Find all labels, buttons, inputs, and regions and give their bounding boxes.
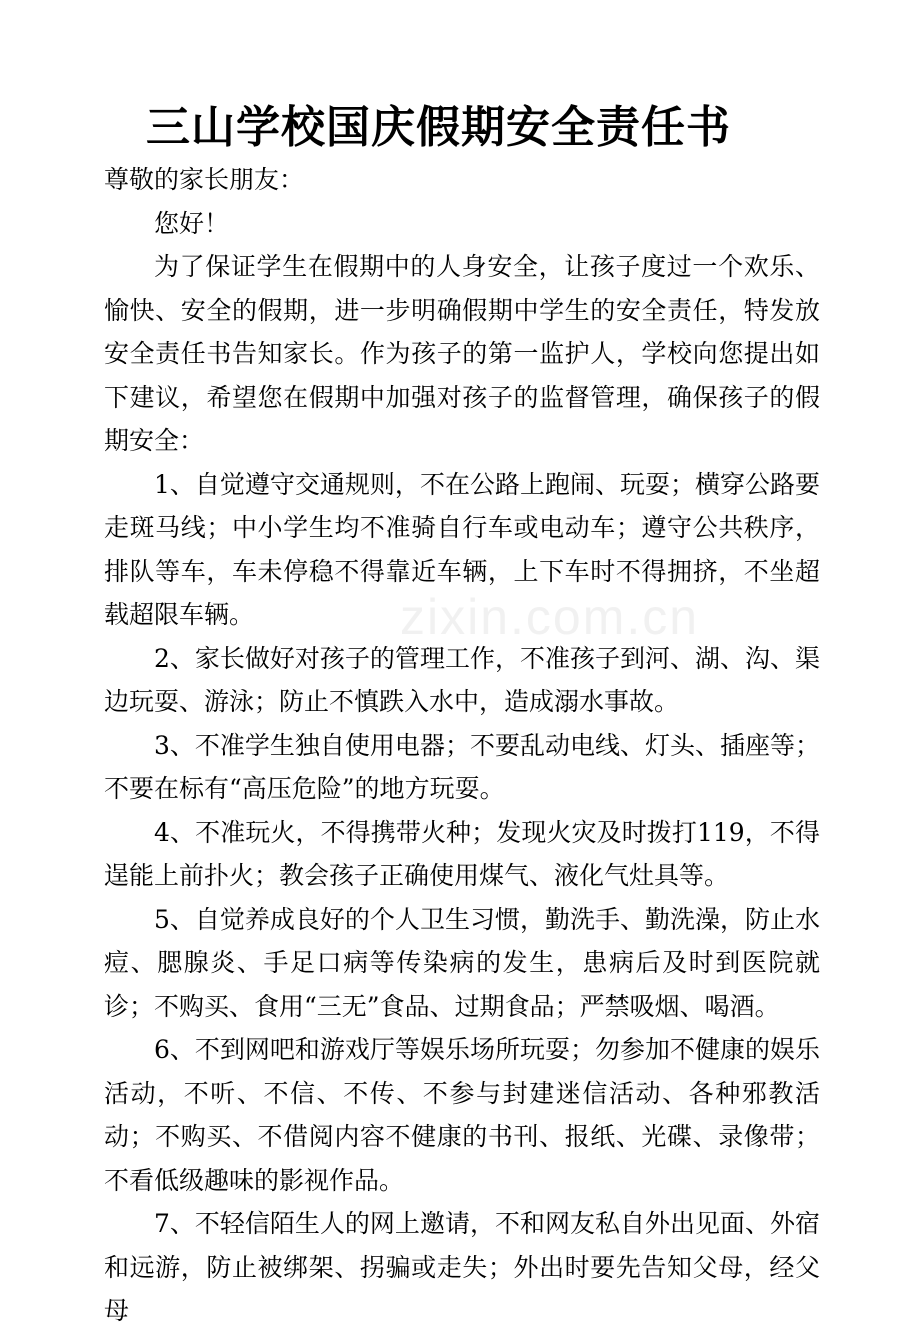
salutation: 尊敬的家长朋友： <box>104 165 305 194</box>
rule-paragraph-3: 3、不准学生独自使用电器；不要乱动电线、灯头、插座等；不要在标有“高压危险”的地方玩耍。 <box>104 730 820 803</box>
rule-paragraph-4: 4、不准玩火，不得携带火种；发现火灾及时拨打119，不得逞能上前扑火；教会孩子正确使用煤气、液化气灶具等。 <box>104 817 820 890</box>
rule-paragraph-1: 1、自觉遵守交通规则，不在公路上跑闹、玩耍；横穿公路要走斑马线；中小学生均不准骑自行车或电动车；遵守公共秩序，排队等车，车未停稳不得靠近车辆，上下车时不得拥挤，不坐超载超限车辆。 <box>104 469 820 629</box>
rule-paragraph-2: 2、家长做好对孩子的管理工作，不准孩子到河、湖、沟、渠边玩耍、游泳；防止不慎跌入水中，造成溺水事故。 <box>104 643 820 716</box>
rule-paragraph-7: 7、不轻信陌生人的网上邀请，不和网友私自外出见面、外宿和远游，防止被绑架、拐骗或走失；外出时要先告知父母，经父母 <box>104 1209 820 1325</box>
document-title: 三山学校国庆假期安全责任书 <box>146 102 731 153</box>
rule-paragraph-5: 5、自觉养成良好的个人卫生习惯，勤洗手、勤洗澡，防止水痘、腮腺炎、手足口病等传染病的发生，患病后及时到医院就诊；不购买、食用“三无”食品、过期食品；严禁吸烟、喝酒。 <box>104 904 820 1021</box>
rule-paragraph-6: 6、不到网吧和游戏厅等娱乐场所玩耍；勿参加不健康的娱乐活动，不听、不信、不传、不参与封建迷信活动、各种邪教活动；不购买、不借阅内容不健康的书刊、报纸、光碟、录像带；不看低级趣味的影视作品。 <box>104 1035 820 1195</box>
watermark: zixin.com.cn <box>400 589 700 645</box>
greeting: 您好！ <box>154 208 230 238</box>
intro-paragraph: 为了保证学生在假期中的人身安全，让孩子度过一个欢乐、愉快、安全的假期，进一步明确假期中学生的安全责任，特发放安全责任书告知家长。作为孩子的第一监护人，学校向您提出如下建议，希望您在假期中加强对孩子的监督管理，确保孩子的假期安全： <box>104 252 820 455</box>
